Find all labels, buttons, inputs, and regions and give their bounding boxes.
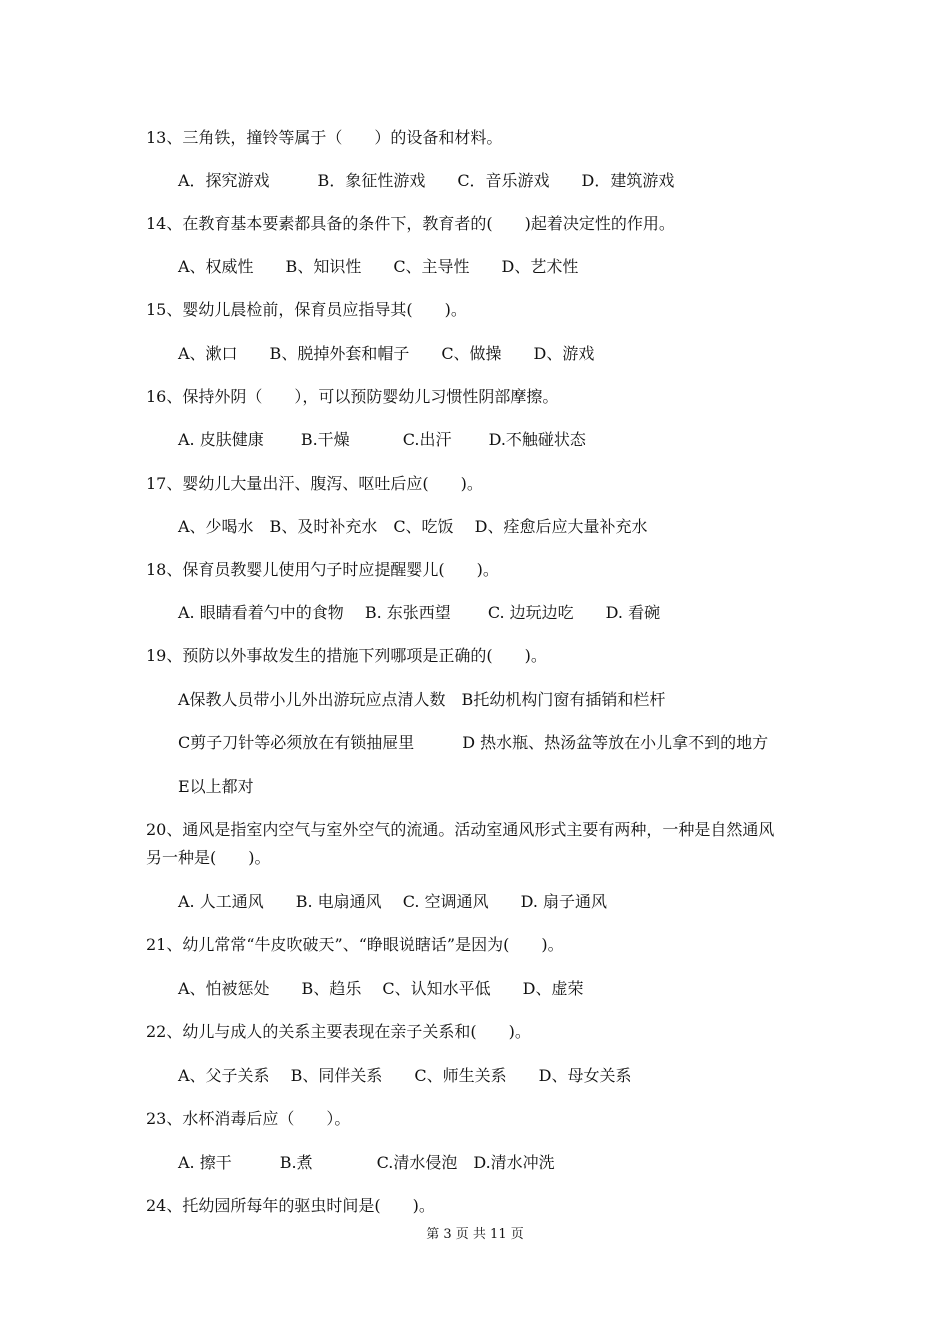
options-21: A、怕被惩处 B、趋乐 C、认知水平低 D、虚荣 [178, 979, 584, 998]
question-23: 23、水杯消毒后应（ ）。 [146, 1109, 351, 1128]
options-18: A. 眼睛看着勺中的食物 B. 东张西望 C. 边玩边吃 D. 看碗 [178, 603, 661, 622]
question-22: 22、幼儿与成人的关系主要表现在亲子关系和( )。 [146, 1022, 531, 1041]
question-18: 18、保育员教婴儿使用勺子时应提醒婴儿( )。 [146, 560, 499, 579]
question-19: 19、预防以外事故发生的措施下列哪项是正确的( )。 [146, 646, 547, 665]
question-17: 17、婴幼儿大量出汗、腹泻、呕吐后应( )。 [146, 474, 483, 493]
question-14: 14、在教育基本要素都具备的条件下，教育者的( )起着决定性的作用。 [146, 214, 675, 233]
question-15: 15、婴幼儿晨检前，保育员应指导其( )。 [146, 300, 467, 319]
question-16: 16、保持外阴（ ），可以预防婴幼儿习惯性阴部摩擦。 [146, 387, 559, 406]
page-number: 第 3 页 共 11 页 [426, 1227, 524, 1242]
question-13: 13、三角铁，撞铃等属于（ ）的设备和材料。 [146, 128, 503, 147]
options-15: A、漱口 B、脱掉外套和帽子 C、做操 D、游戏 [178, 344, 595, 363]
options-13: A．探究游戏 B．象征性游戏 C．音乐游戏 D．建筑游戏 [178, 171, 675, 190]
options-19-line-2: C剪子刀针等必须放在有锁抽屉里 D 热水瓶、热汤盆等放在小儿拿不到的地方 [178, 733, 769, 752]
options-22: A、父子关系 B、同伴关系 C、师生关系 D、母女关系 [178, 1066, 632, 1085]
options-16: A. 皮肤健康 B.干燥 C.出汗 D.不触碰状态 [178, 430, 586, 449]
question-21: 21、幼儿常常“牛皮吹破天”、“睁眼说瞎话”是因为( )。 [146, 935, 564, 954]
options-23: A. 擦干 B.煮 C.清水侵泡 D.清水冲洗 [178, 1153, 555, 1172]
options-14: A、权威性 B、知识性 C、主导性 D、艺术性 [178, 257, 579, 276]
question-20-continued: 另一种是( )。 [146, 848, 271, 867]
question-24: 24、托幼园所每年的驱虫时间是( )。 [146, 1196, 435, 1215]
options-19-line-1: A保教人员带小儿外出游玩应点清人数 B托幼机构门窗有插销和栏杆 [178, 690, 666, 709]
options-17: A、少喝水 B、及时补充水 C、吃饭 D、痊愈后应大量补充水 [178, 517, 648, 536]
options-20: A. 人工通风 B. 电扇通风 C. 空调通风 D. 扇子通风 [178, 892, 608, 911]
question-20: 20、通风是指室内空气与室外空气的流通。活动室通风形式主要有两种，一种是自然通风 [146, 820, 775, 839]
options-19-line-3: E以上都对 [178, 777, 254, 796]
